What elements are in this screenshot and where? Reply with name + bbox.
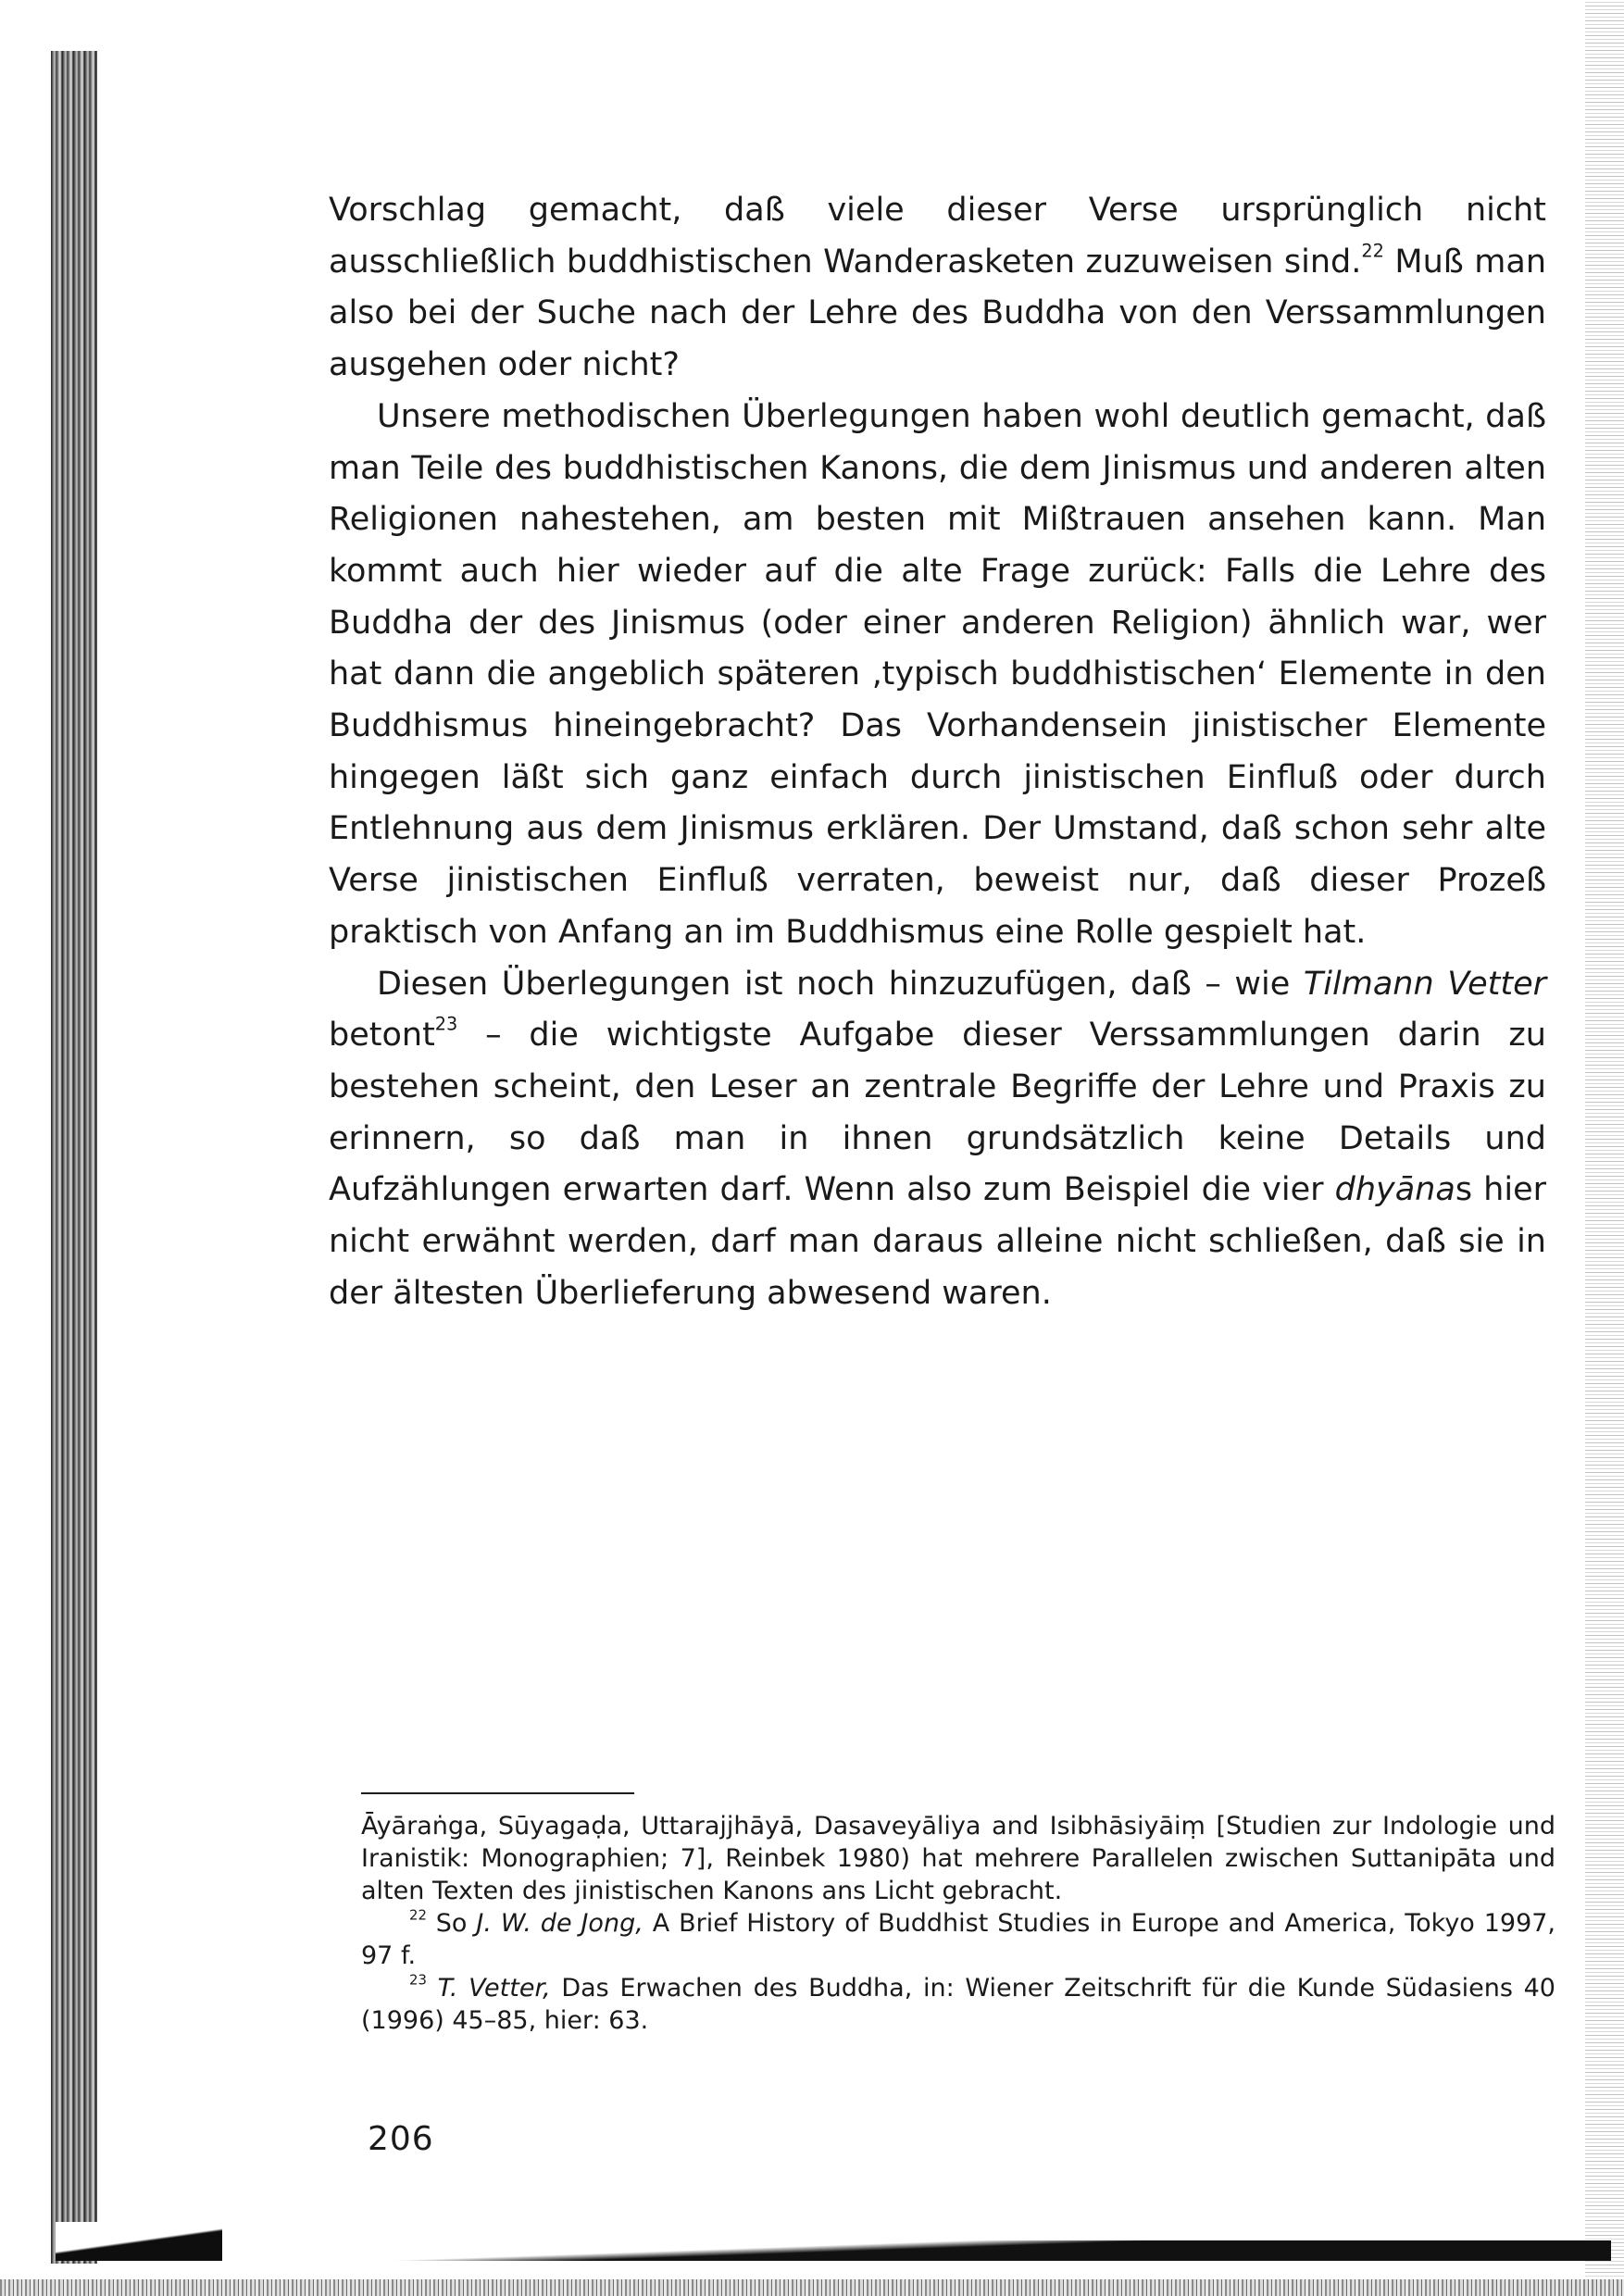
- paragraph-3-text-d: s hier nicht erwähnt werden, darf man daraus alleine nicht schließen, daß sie in der ältesten Überlieferung abwesend waren.: [329, 1171, 1546, 1312]
- paragraph-3-text-c: – die wichtigste Aufgabe dieser Verssammlungen darin zu bestehen scheint, den Leser an zentrale Begriffe der Lehre und Praxis zu erinnern, so daß man in ihnen grundsätzlich keine Details und Aufzählungen erwarten darf. Wenn also zum Beispiel die vier: [329, 1017, 1546, 1209]
- paragraph-1: [329, 185, 1546, 392]
- footnote-22-pre: So: [426, 1909, 477, 1938]
- paragraph-2: Unsere methodischen Überlegungen haben wohl deutlich gemacht, daß man Teile des buddhistischen Kanons, die dem Jinismus und anderen alten Religionen nahestehen, am besten mit Mißtrauen ansehen kann. Man kommt auch hier wieder auf die alte Frage zurück: Falls die Lehre des Buddha der des Jinismus (oder einer anderen Religion) ähnlich war, wer hat dann die angeblich späteren ‚typisch buddhistischen‘ Elemente in den Buddhismus hineingebracht? Das Vorhandensein jinistischer Elemente hingegen läßt sich ganz einfach durch jinistischen Einfluß oder durch Entlehnung aus dem Jinismus erklären. Der Umstand, daß schon sehr alte Verse jinistischen Einfluß verraten, beweist nur, daß dieser Prozeß praktisch von Anfang an im Buddhismus eine Rolle gespielt hat.: [329, 397, 1546, 951]
- footnote-ref-22: 22: [1361, 240, 1384, 262]
- page-number: 206: [368, 2120, 434, 2158]
- paragraph-1-text: Vorschlag gemacht, daß viele dieser Verse ursprünglich nicht ausschließlich buddhistischen Wanderasketen zuzuweisen sind.: [329, 192, 1546, 281]
- footnote-22-author: J. W. de Jong,: [476, 1909, 643, 1938]
- page-edge-shadow: [1585, 0, 1624, 2287]
- footnote-23-author: T. Vetter,: [437, 1974, 551, 2003]
- spine-corner-shadow: [56, 2222, 222, 2261]
- footnote-22-text: A Brief History of Buddhist Studies in Europe and America, Tokyo 1997, 97 f.: [361, 1909, 1556, 1970]
- paragraph-1-text-cont: Muß man also bei der Suche nach der Lehre des Buddha von den Verssammlungen ausgehen oder nicht?: [329, 243, 1547, 384]
- footnote-ref-23: 23: [434, 1013, 458, 1035]
- footnotes: [361, 1787, 1555, 2037]
- footnote-continued: Āyāraṅga, Sūyagaḍa, Uttarajjhāyā, Dasaveyāliya and Isibhāsiyāiṃ [Studien zur Indologie und Iranistik: Monographien; 7], Reinbek 1980) hat mehrere Parallelen zwischen Suttanipāta und alten Texten des jinistischen Kanons ans Licht gebracht.: [361, 1812, 1555, 1905]
- book-spine-shadow: [51, 51, 97, 2264]
- footnote-23-number: 23: [409, 1971, 427, 1989]
- page-bottom-shadow: [306, 2240, 1611, 2261]
- footnote-22: [361, 1907, 1555, 1972]
- paragraph-3: [329, 959, 1546, 1320]
- paragraph-3-text-b: betont: [329, 1017, 435, 1054]
- footnote-23: [361, 1972, 1555, 2037]
- footnote-22-number: 22: [409, 1906, 427, 1924]
- scanner-edge: [0, 2279, 1624, 2296]
- main-text: [329, 185, 1546, 1319]
- paragraph-3-text: Diesen Überlegungen ist noch hinzuzufügen, daß – wie: [377, 965, 1304, 1003]
- sanskrit-term: dhyāna: [1334, 1171, 1455, 1209]
- author-name: Tilmann Vetter: [1303, 965, 1547, 1003]
- footnote-23-text: Das Erwachen des Buddha, in: Wiener Zeitschrift für die Kunde Südasiens 40 (1996) 45–85, hier: 63.: [361, 1974, 1555, 2035]
- footnote-23-pre: [427, 1974, 438, 2003]
